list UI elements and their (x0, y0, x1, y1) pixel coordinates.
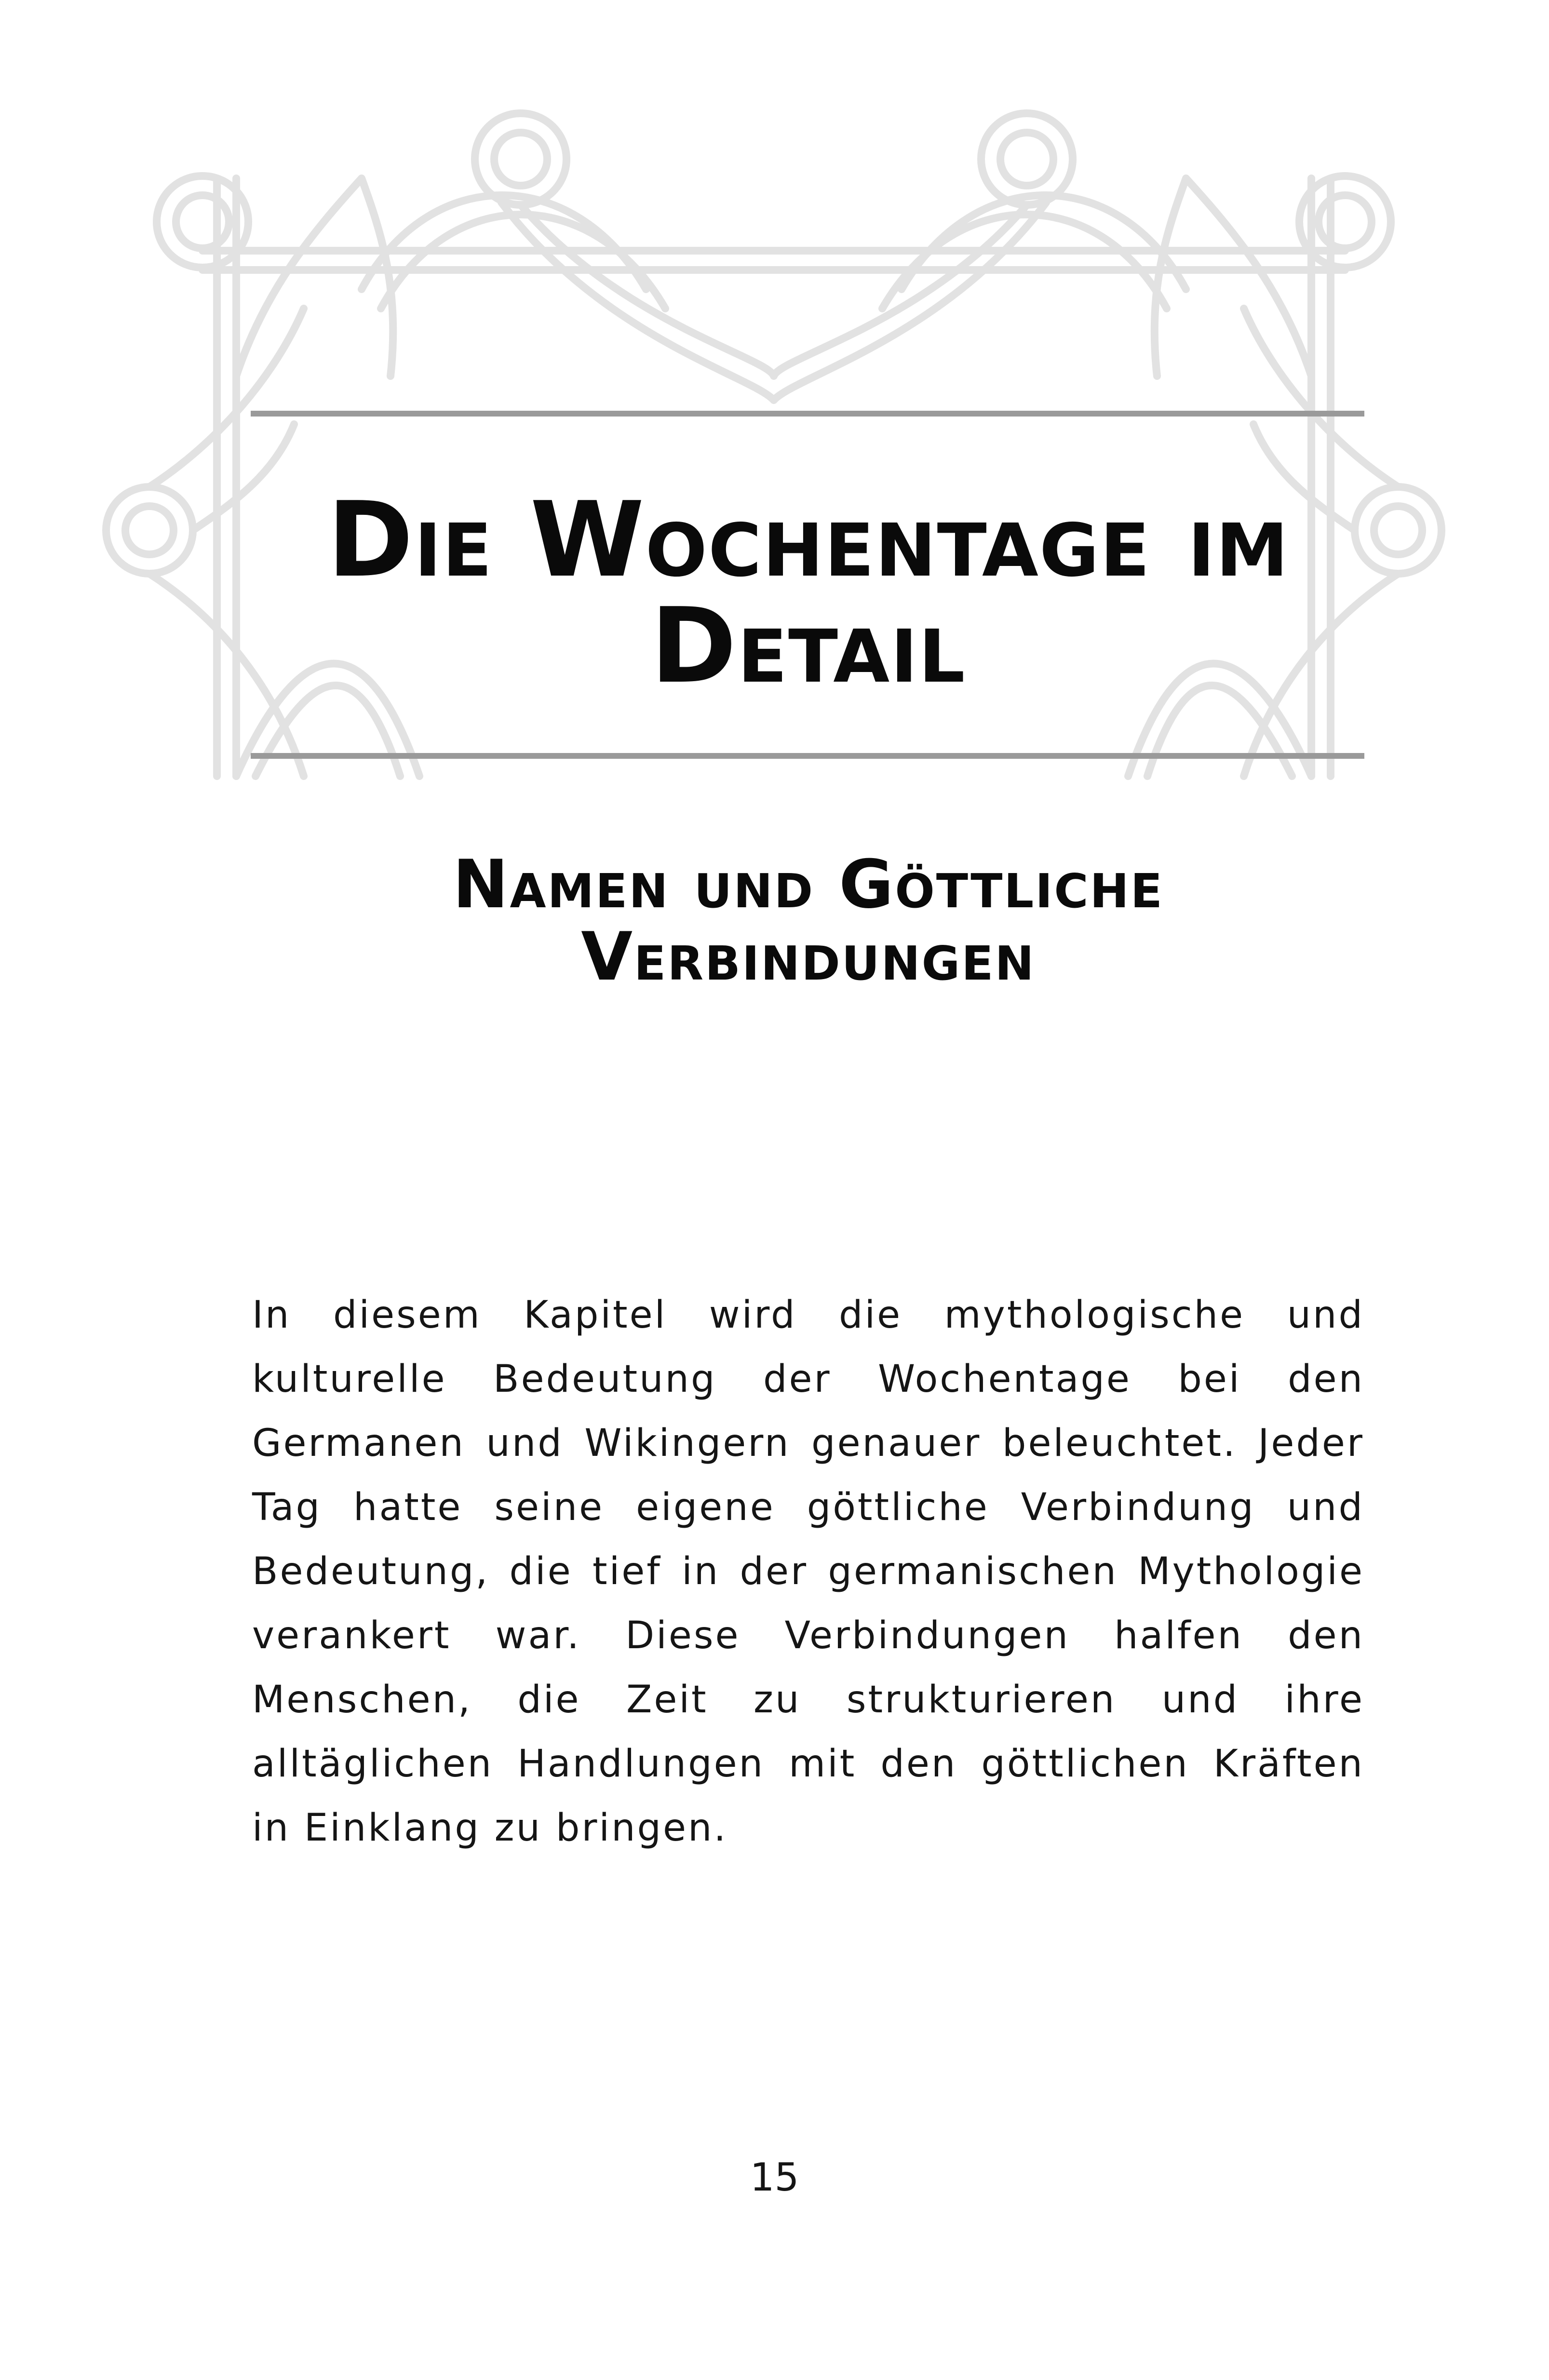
body-paragraph: In diesem Kapitel wird die mythologische und kulturelle Bedeutung der Wochentage bei den Germanen und Wikingern genauer beleuchtet. Jeder Tag hatte seine eigene göttliche Verbindung und Bedeutung, die tief in der germanischen Mythologie verankert war. Diese Verbindungen halfen den Menschen, die Zeit zu strukturieren und ihre alltäglichen Handlungen mit den göttlichen Kräften in Einklang zu bringen. (252, 1293, 1364, 1850)
top-divider-rule (251, 411, 1364, 417)
bottom-divider-rule (251, 753, 1364, 759)
page-number: 15 (750, 2155, 799, 2200)
section-title-line-1: Namen und Göttliche (453, 846, 1164, 923)
chapter-title-line-1: Die Wochentage im (327, 479, 1290, 600)
section-title-line-2: Verbindungen (581, 918, 1036, 995)
chapter-title (145, 479, 1472, 706)
chapter-title-line-2: Detail (650, 585, 966, 706)
section-title (241, 848, 1375, 993)
